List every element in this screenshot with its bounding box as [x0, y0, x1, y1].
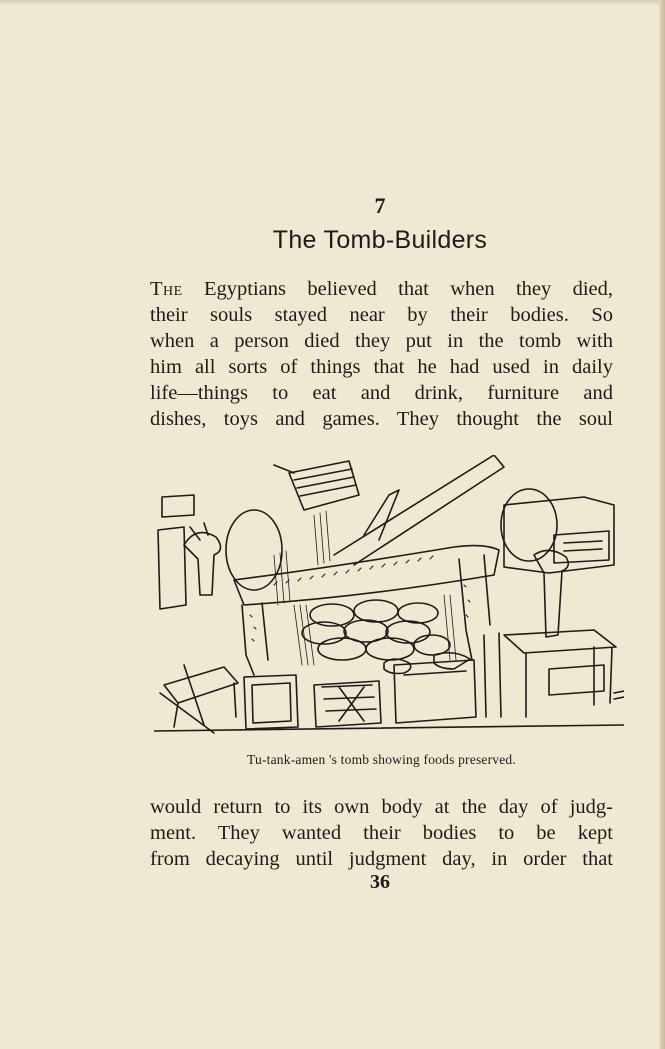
paragraph-2-line-1: would return to its own body at the day of judg-	[150, 796, 613, 818]
paragraph-2	[150, 794, 613, 872]
lead-word: The	[150, 278, 183, 300]
page-top-shadow	[0, 0, 665, 6]
paragraph-2-line-2: ment. They wanted their bodies to be kept	[150, 822, 613, 844]
paragraph-1-line-1	[150, 276, 613, 302]
paragraph-1-line-1-text: Egyptians believed that when they died,	[182, 278, 613, 300]
paragraph-2-line-3: from decaying until judgment day, in order that	[150, 848, 613, 870]
figure-caption: Tu-tank-amen 's tomb showing foods preserved.	[247, 752, 516, 767]
chapter-number: 7	[374, 193, 386, 218]
paragraph-1-line-5: life—things to eat and drink, furniture and	[150, 382, 613, 404]
paragraph-1-line-4: him all sorts of things that he had used in daily	[150, 356, 613, 378]
page-number: 36	[370, 871, 390, 893]
paragraph-1	[150, 276, 613, 432]
chapter-title: The Tomb-Builders	[272, 226, 488, 254]
paragraph-1-line-2: their souls stayed near by their bodies. So	[150, 304, 613, 326]
tomb-illustration	[154, 455, 624, 737]
paragraph-1-line-3: when a person died they put in the tomb with	[150, 330, 613, 352]
paragraph-1-line-6: dishes, toys and games. They thought the soul	[150, 408, 613, 430]
